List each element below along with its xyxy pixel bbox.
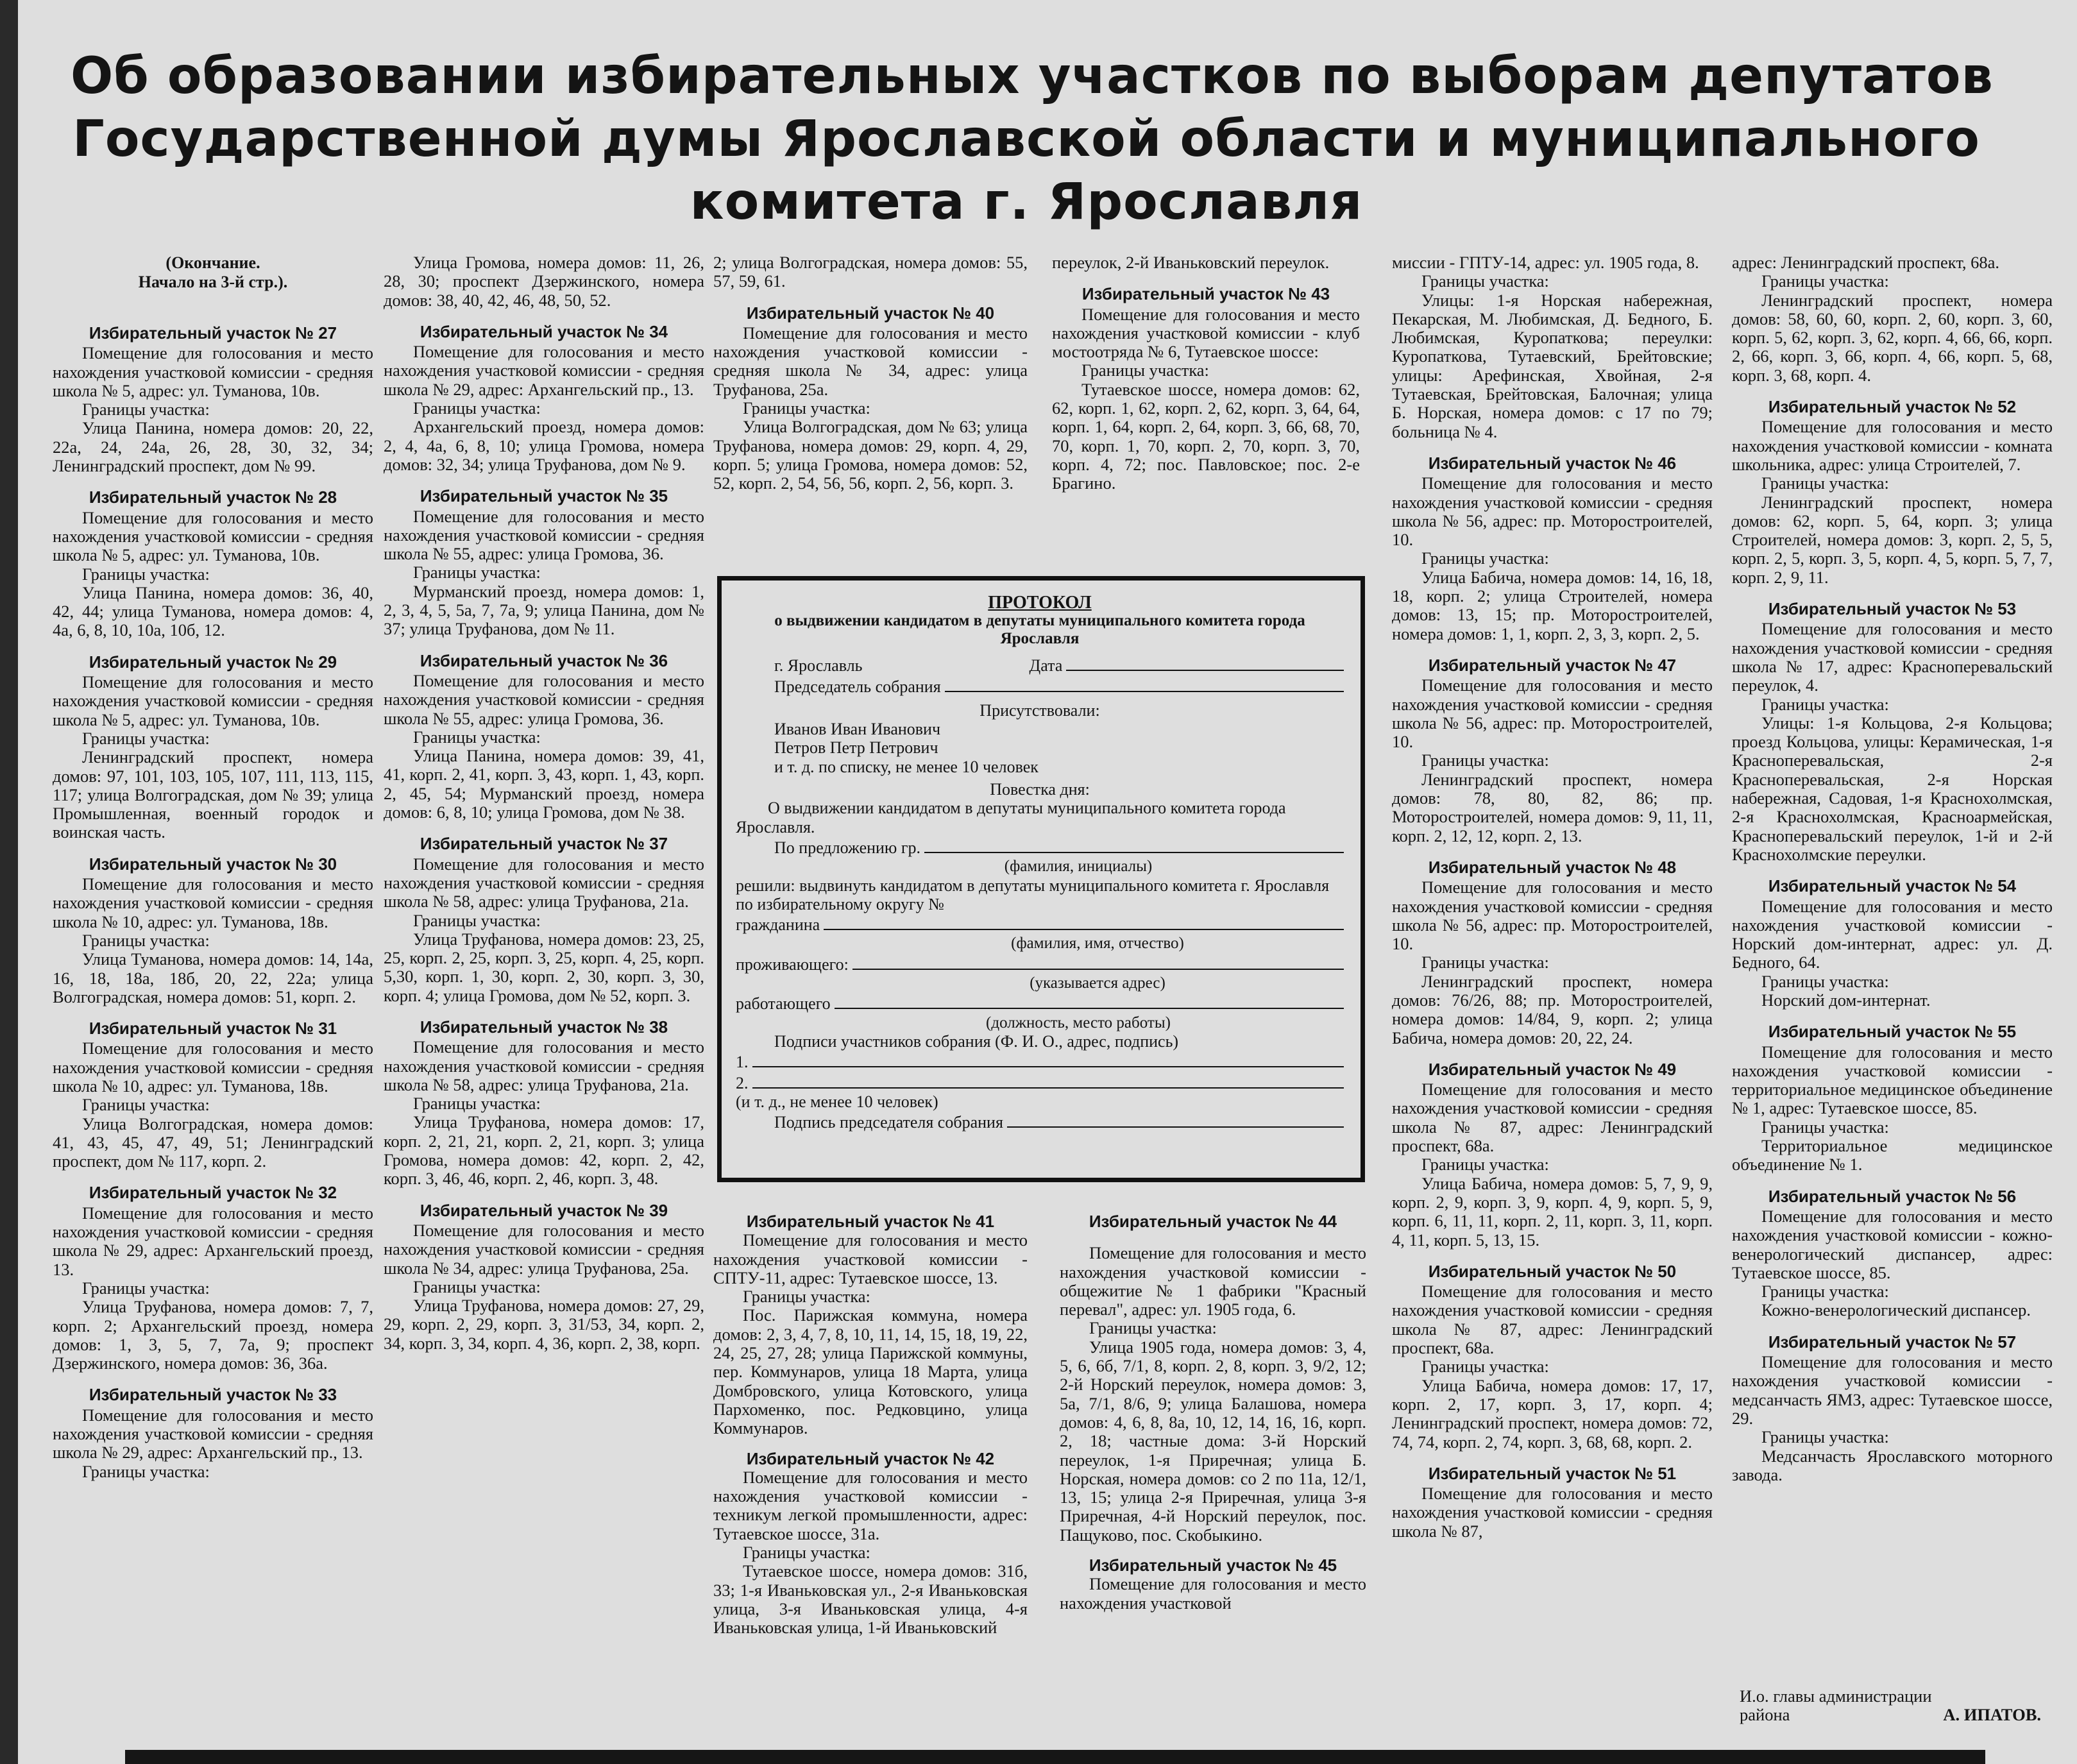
precinct-35-heading: Избирательный участок № 35 xyxy=(420,486,668,506)
precinct-54-heading: Избирательный участок № 54 xyxy=(1768,876,2017,896)
precinct-41-bounds: Пос. Парижская коммуна, номера домов: 2, 3, 4, 7, 8, 10, 11, 14, 15, 18, 19, 22, 24, 25, 27, 28; улица Парижской коммуны, пер. Коммунаров, улица 18 Марта, улица Домбровского, улица Котовского, улица Пархоменко, пос. Редковцино, улица Коммунаров. xyxy=(713,1305,1028,1438)
precinct-31-heading: Избирательный участок № 31 xyxy=(89,1019,337,1039)
precinct-39-bounds-label: Границы участка: xyxy=(413,1276,541,1296)
protocol-date-label: Дата xyxy=(1029,656,1063,675)
protocol-fio-initials: (фамилия, инициалы) xyxy=(1004,858,1153,876)
precinct-51-bounds: Ленинградский проспект, номера домов: 58, 60, 60, корп. 2, 60, корп. 3, 60, корп. 5, 62, корп. 3, 62, корп. 4, 66, 66, корп. 2, 66, корп. 3, 66, корп. 4, 66, корп. 5, 68, корп. 3, 68, корп. 4. xyxy=(1732,290,2053,385)
page-edge-shadow xyxy=(0,0,18,1764)
protocol-fio-full: (фамилия, имя, отчество) xyxy=(1011,935,1184,953)
protocol-living-label: проживающего: xyxy=(736,954,849,974)
protocol-citizen-label: гражданина xyxy=(736,915,820,935)
column-2 xyxy=(384,253,704,1353)
precinct-57-heading: Избирательный участок № 57 xyxy=(1768,1332,2017,1352)
precinct-53-heading: Избирательный участок № 53 xyxy=(1768,599,2017,619)
precinct-35-bounds: Мурманский проезд, номера домов: 1, 2, 3, 4, 5, 5а, 7, 7а, 9; улица Панина, дом № 37; улица Труфанова, дом № 11. xyxy=(384,581,704,639)
precinct-50-bounds: Улица Бабича, номера домов: 17, 17, корп. 2, 17, корп. 3, 17, корп. 4; Ленинградский проспект, номера домов: 72, 74, 74, корп. 2, 74, корп. 3, 68, 68, корп. 2. xyxy=(1392,1375,1713,1452)
column-1 xyxy=(53,253,373,1481)
precinct-53-bounds-label: Границы участка: xyxy=(1761,694,1889,714)
precinct-56-bounds-label: Границы участка: xyxy=(1761,1282,1889,1302)
precinct-43-bounds-label: Границы участка: xyxy=(1081,360,1209,380)
precinct-55-bounds-label: Границы участка: xyxy=(1761,1117,1889,1137)
precinct-54-bounds-label: Границы участка: xyxy=(1761,971,1889,991)
column-3-lower xyxy=(713,1212,1028,1638)
precinct-47-bounds-label: Границы участка: xyxy=(1421,751,1549,770)
precinct-49-place: Помещение для голосования и место нахождения участковой комиссии - средняя школа № 87, адрес: Ленинградский проспект, 68а. xyxy=(1392,1080,1713,1156)
precinct-57-bounds-label: Границы участка: xyxy=(1761,1427,1889,1447)
precinct-28-heading: Избирательный участок № 28 xyxy=(89,488,337,507)
precinct-34-bounds-label: Границы участка: xyxy=(413,398,541,418)
precinct-36-heading: Избирательный участок № 36 xyxy=(420,650,668,670)
precinct-48-bounds: Ленинградский проспект, номера домов: 76/26, 88; пр. Моторостроителей, номера домов: 14/84, 9, корп. 2; улица Бабича, номера домов: 20, 22, 24. xyxy=(1392,971,1713,1047)
protocol-etc: и т. д. по списку, не менее 10 человек xyxy=(774,757,1038,776)
protocol-address-hint: (указывается адрес) xyxy=(1030,974,1166,992)
precinct-31-bounds-label: Границы участка: xyxy=(82,1095,210,1115)
precinct-46-bounds: Улица Бабича, номера домов: 14, 16, 18, 18, корп. 2; улица Строителей, номера домов: 13, 15; пр. Моторостроителей, номера домов: 1, 1, корп. 2, 3, 3, корп. 2, 5. xyxy=(1392,567,1713,643)
precinct-29-bounds-label: Границы участка: xyxy=(82,728,210,748)
headline-line-1: Об образовании избирательных участков по выборам депутатов xyxy=(71,47,1994,105)
precinct-51-place-cont: адрес: Ленинградский проспект, 68а. xyxy=(1732,253,2000,272)
precinct-30-bounds: Улица Туманова, номера домов: 14, 14а, 16, 18, 18а, 18б, 20, 22, 22а; улица Волгоградская, номера домов: 51, корп. 2. xyxy=(53,949,373,1006)
precinct-41-place: Помещение для голосования и место нахождения участковой комиссии - СПТУ-11, адрес: Тутаевское шоссе, 13. xyxy=(713,1230,1028,1287)
precinct-57-bounds: Медсанчасть Ярославского моторного завода. xyxy=(1732,1446,2053,1484)
protocol-working-label: работающего xyxy=(736,994,831,1013)
precinct-42-bounds: Тутаевское шоссе, номера домов: 31б, 33; 1-я Иваньковская ул., 2-я Иваньковская улица, 3-я Иваньковская улица, 4-я Иваньковская улица, 1-й Иваньковский xyxy=(713,1561,1028,1638)
precinct-30-place: Помещение для голосования и место нахождения участковой комиссии - средняя школа № 10, адрес: ул. Туманова, 18в. xyxy=(53,874,373,931)
precinct-37-heading: Избирательный участок № 37 xyxy=(420,834,668,854)
precinct-54-bounds: Норский дом-интернат. xyxy=(1761,990,1931,1010)
precinct-28-bounds: Улица Панина, номера домов: 36, 40, 42, 44; улица Туманова, номера домов: 4, 4а, 6, 8, 10, 10а, 10б, 12. xyxy=(53,582,373,640)
precinct-32-place: Помещение для голосования и место нахождения участковой комиссии - средняя школа № 29, адрес: Архангельский проезд, 13. xyxy=(53,1203,373,1279)
precinct-37-bounds: Улица Труфанова, номера домов: 23, 25, 25, корп. 2, 25, корп. 3, 25, корп. 4, 25, корп. 5,30, корп. 1, 30, корп. 2, 30, корп. 3, 30, корп. 4; улица Громова, дом № 52, корп. 3. xyxy=(384,929,704,1005)
protocol-job-hint: (должность, место работы) xyxy=(986,1013,1171,1031)
precinct-52-bounds: Ленинградский проспект, номера домов: 62, корп. 5, 64, корп. 3; улица Строителей, номера домов: 3, корп. 2, 5, 5, корп. 2, 5, корп. 3, 5, корп. 4, 5, корп. 5, 7, 7, корп. 2, 9, 11. xyxy=(1732,492,2053,587)
precinct-31-bounds: Улица Волгоградская, номера домов: 41, 43, 45, 47, 49, 51; Ленинградский проспект, дом № 117, корп. 2. xyxy=(53,1114,373,1171)
precinct-28-place: Помещение для голосования и место нахождения участковой комиссии - средняя школа № 5, адрес: ул. Туманова, 10в. xyxy=(53,507,373,565)
precinct-46-place: Помещение для голосования и место нахождения участковой комиссии - средняя школа № 56, адрес: пр. Моторостроителей, 10. xyxy=(1392,473,1713,550)
precinct-31-place: Помещение для голосования и место нахождения участковой комиссии - средняя школа № 10, адрес: ул. Туманова, 18в. xyxy=(53,1039,373,1096)
protocol-signatures-label: Подписи участников собрания (Ф. И. О., адрес, подпись) xyxy=(774,1031,1179,1051)
precinct-52-bounds-label: Границы участка: xyxy=(1761,473,1889,493)
precinct-50-bounds-label: Границы участка: xyxy=(1421,1357,1549,1377)
protocol-sig-1-line xyxy=(752,1051,1344,1067)
protocol-chair-sign: Подпись председателя собрания xyxy=(774,1113,1003,1132)
precinct-37-place: Помещение для голосования и место нахождения участковой комиссии - средняя школа № 58, адрес: улица Труфанова, 21а. xyxy=(384,854,704,912)
precinct-30-heading: Избирательный участок № 30 xyxy=(89,854,337,874)
column-5 xyxy=(1392,253,1713,1541)
protocol-agenda-text: О выдвижении кандидатом в депутаты муниципального комитета города Ярославля. xyxy=(736,799,1286,836)
precinct-42-bounds-cont: переулок, 2-й Иваньковский переулок. xyxy=(1052,253,1330,272)
column-4-lower xyxy=(1060,1212,1366,1613)
precinct-39-bounds-cont: 2; улица Волгоградская, номера домов: 55, 57, 59, 61. xyxy=(713,253,1028,291)
precinct-51-bounds-label: Границы участка: xyxy=(1761,271,1889,291)
precinct-36-bounds-label: Границы участка: xyxy=(413,727,541,747)
protocol-chair-label: Председатель собрания xyxy=(774,677,941,696)
protocol-decided: решили: выдвинуть кандидатом в депутаты муниципального комитета г. Ярославля по избирательному округу № xyxy=(736,876,1330,913)
precinct-38-place: Помещение для голосования и место нахождения участковой комиссии - средняя школа № 58, адрес: улица Труфанова, 21а. xyxy=(384,1037,704,1094)
precinct-36-bounds: Улица Панина, номера домов: 39, 41, 41, корп. 2, 41, корп. 3, 43, корп. 1, 43, корп. 2, 45, 54; Мурманский проезд, номера домов: 6, 8, 10; улица Громова, дом № 38. xyxy=(384,746,704,822)
protocol-date-line xyxy=(1066,654,1344,671)
precinct-50-place: Помещение для голосования и место нахождения участковой комиссии - средняя школа № 87, адрес: Ленинградский проспект, 68а. xyxy=(1392,1282,1713,1358)
precinct-34-heading: Избирательный участок № 34 xyxy=(420,321,668,341)
protocol-chair-sign-line xyxy=(1007,1111,1344,1128)
precinct-29-place: Помещение для голосования и место нахождения участковой комиссии - средняя школа № 5, адрес: ул. Туманова, 10в. xyxy=(53,672,373,729)
precinct-55-bounds: Территориальное медицинское объединение № 1. xyxy=(1732,1136,2053,1175)
protocol-person-1: Иванов Иван Иванович xyxy=(774,720,941,739)
precinct-38-heading: Избирательный участок № 38 xyxy=(420,1017,668,1037)
precinct-46-heading: Избирательный участок № 46 xyxy=(1428,453,1677,473)
precinct-44-place: Помещение для голосования и место нахождения участковой комиссии - общежитие № 1 фабрики "Красный перевал", адрес: ул. 1905 года, 6. xyxy=(1060,1243,1366,1319)
precinct-27-bounds: Улица Панина, номера домов: 20, 22, 22а, 24, 24а, 26, 28, 30, 32, 34; Ленинградский проспект, дом № 99. xyxy=(53,418,373,476)
precinct-48-heading: Избирательный участок № 48 xyxy=(1428,857,1677,877)
precinct-40-heading: Избирательный участок № 40 xyxy=(746,303,995,323)
precinct-50-heading: Избирательный участок № 50 xyxy=(1428,1261,1677,1281)
precinct-42-heading: Избирательный участок № 42 xyxy=(746,1448,995,1468)
precinct-51-heading: Избирательный участок № 51 xyxy=(1428,1463,1677,1483)
precinct-27-bounds-label: Границы участка: xyxy=(82,400,210,420)
precinct-52-heading: Избирательный участок № 52 xyxy=(1768,397,2017,417)
protocol-sig-2-line xyxy=(752,1072,1344,1089)
precinct-35-place: Помещение для голосования и место нахождения участковой комиссии - средняя школа № 55, адрес: улица Громова, 36. xyxy=(384,506,704,564)
precinct-44-bounds: Улица 1905 года, номера домов: 3, 4, 5, 6, 6б, 7/1, 8, корп. 2, 8, корп. 3, 9/2, 12; 2-й Норский переулок, номера домов: 3, 5а, 7/1, 8/6, 9; улица Балашова, номера домов: 4, 6, 8, 8а, 10, 12, 14, 16, 16, корп. 2, 18; частные дома: 3-й Норский переулок, 1-я Приречная; улица Б. Норская, номера домов: со 2 по 11а, 12/1, 13, 15; улица 2-я Приречная, улица 3-я Приречная, 4-й Норский переулок, пос. Пащуково, пос. Скобыкино. xyxy=(1060,1337,1366,1545)
protocol-agenda-label: Повестка дня: xyxy=(990,780,1090,799)
precinct-32-bounds: Улица Труфанова, номера домов: 7, 7, корп. 2; Архангельский проезд, номера домов: 1, 3, 5, 7, 7а, 9; проспект Дзержинского, номера домов: 36, 36а. xyxy=(53,1297,373,1373)
precinct-43-bounds: Тутаевское шоссе, номера домов: 62, 62, корп. 1, 62, корп. 2, 62, корп. 3, 64, 64, корп. 1, 64, корп. 2, 64, корп. 3, 66, 68, 70, 70, корп. 1, 70, корп. 2, 70, корп. 3, 70, корп. 4, 72; пос. Павловское; пос. 2-е Брагино. xyxy=(1052,379,1360,493)
precinct-36-place: Помещение для голосования и место нахождения участковой комиссии - средняя школа № 55, адрес: улица Громова, 36. xyxy=(384,670,704,728)
precinct-44-bounds-label: Границы участка: xyxy=(1089,1318,1217,1338)
precinct-55-heading: Избирательный участок № 55 xyxy=(1768,1022,2017,1042)
precinct-28-bounds-label: Границы участка: xyxy=(82,564,210,584)
precinct-27-heading: Избирательный участок № 27 xyxy=(89,323,337,343)
precinct-56-bounds: Кожно-венерологический диспансер. xyxy=(1761,1300,2031,1320)
precinct-43-heading: Избирательный участок № 43 xyxy=(1081,284,1330,304)
precinct-44-heading: Избирательный участок № 44 xyxy=(1089,1212,1337,1231)
signature-name: А. ИПАТОВ. xyxy=(1943,1705,2041,1724)
precinct-49-heading: Избирательный участок № 49 xyxy=(1428,1059,1677,1079)
precinct-34-bounds: Архангельский проезд, номера домов: 2, 4, 4а, 6, 8, 10; улица Громова, номера домов: 32, 34; улица Труфанова, дом № 9. xyxy=(384,417,704,474)
precinct-39-heading: Избирательный участок № 39 xyxy=(420,1200,668,1220)
continuation-note-2: Начало на 3-й стр.). xyxy=(138,273,288,291)
precinct-49-bounds: Улица Бабича, номера домов: 5, 7, 9, 9, корп. 2, 9, корп. 3, 9, корп. 4, 9, корп. 5, 9, корп. 6, 11, 11, корп. 2, 11, корп. 3, 11, корп. 4, 11, корп. 5, 13, 15. xyxy=(1392,1173,1713,1250)
continuation-note: (Окончание. xyxy=(165,253,260,272)
precinct-51-place: Помещение для голосования и место нахождения участковой комиссии - средняя школа № 87, xyxy=(1392,1484,1713,1541)
protocol-chair-line xyxy=(945,675,1344,692)
precinct-41-bounds-label: Границы участка: xyxy=(743,1287,870,1307)
signature-block xyxy=(1740,1687,2041,1725)
precinct-29-bounds: Ленинградский проспект, номера домов: 97, 101, 103, 105, 107, 111, 113, 115, 117; улица Волгоградская, дом № 39; улица Промышленная, военный городок и воинская часть. xyxy=(53,747,373,842)
protocol-person-2: Петров Петр Петрович xyxy=(774,738,938,758)
article-headline xyxy=(71,45,1994,233)
precinct-42-bounds-label: Границы участка: xyxy=(743,1543,870,1563)
column-6 xyxy=(1732,253,2053,1484)
precinct-32-heading: Избирательный участок № 32 xyxy=(89,1183,337,1203)
column-4 xyxy=(1052,253,1360,493)
precinct-32-bounds-label: Границы участка: xyxy=(82,1278,210,1298)
precinct-48-bounds-label: Границы участка: xyxy=(1421,953,1549,972)
protocol-form-box xyxy=(717,576,1365,1182)
precinct-56-heading: Избирательный участок № 56 xyxy=(1768,1186,2017,1206)
precinct-52-place: Помещение для голосования и место нахождения участковой комиссии - комната школьника, адрес: улица Строителей, 7. xyxy=(1732,417,2053,474)
precinct-33-heading: Избирательный участок № 33 xyxy=(89,1385,337,1405)
precinct-54-place: Помещение для голосования и место нахождения участковой комиссии - Норский дом-интернат, адрес: ул. Д. Бедного, 64. xyxy=(1732,896,2053,972)
precinct-43-place: Помещение для голосования и место нахождения участковой комиссии - клуб мостоотряда № 6, Тутаевское шоссе: xyxy=(1052,304,1360,362)
precinct-45-heading: Избирательный участок № 45 xyxy=(1089,1556,1337,1575)
precinct-29-heading: Избирательный участок № 29 xyxy=(89,652,337,672)
precinct-46-bounds-label: Границы участка: xyxy=(1421,548,1549,568)
precinct-40-bounds: Улица Волгоградская, дом № 63; улица Труфанова, номера домов: 29, корп. 4, 29, корп. 5; улица Громова, номера домов: 52, 52, корп. 2, 54, 56, 56, корп. 2, 56, корп. 3. xyxy=(713,417,1028,493)
precinct-38-bounds: Улица Труфанова, номера домов: 17, корп. 2, 21, 21, корп. 2, 21, корп. 3; улица Громова, номера домов: 42, корп. 2, 42, корп. 3, 46, 46, корп. 2, 46, корп. 3, 48. xyxy=(384,1112,704,1189)
protocol-sig-1: 1. xyxy=(736,1053,749,1072)
precinct-45-place-cont: миссии - ГПТУ-14, адрес: ул. 1905 года, 8. xyxy=(1392,253,1699,272)
precinct-47-place: Помещение для голосования и место нахождения участковой комиссии - средняя школа № 56, адрес: пр. Моторостроителей, 10. xyxy=(1392,675,1713,752)
protocol-working-line xyxy=(835,992,1344,1009)
headline-line-2: Государственной думы Ярославской области и муниципального xyxy=(72,110,1980,168)
bottom-border-strip xyxy=(125,1750,1985,1764)
precinct-38-bounds-label: Границы участка: xyxy=(413,1094,541,1114)
precinct-33-bounds-label: Границы участка: xyxy=(82,1461,210,1481)
precinct-42-place: Помещение для голосования и место нахождения участковой комиссии - техникум легкой промышленности, адрес: Тутаевское шоссе, 31а. xyxy=(713,1467,1028,1543)
precinct-55-place: Помещение для голосования и место нахождения участковой комиссии - территориальное медицинское объединение № 1, адрес: Тутаевское шоссе, 85. xyxy=(1732,1042,2053,1118)
precinct-35-bounds-label: Границы участка: xyxy=(413,563,541,582)
protocol-subtitle: о выдвижении кандидатом в депутаты муниципального комитета города Ярославля xyxy=(774,612,1305,648)
signature-role: И.о. главы администрации района xyxy=(1740,1686,1932,1725)
precinct-53-bounds: Улицы: 1-я Кольцова, 2-я Кольцова; проезд Кольцова, улицы: Керамическая, 1-я Красноперевальская, 2-я Красноперевальская, 2-я Норская набережная, Садовая, 1-я Краснохолмская, 2-я Краснохолмская, Красноармейская, Красноперевальский переулок, 1-й и 2-й Краснохолмские переулки. xyxy=(1732,713,2053,864)
precinct-39-bounds: Улица Труфанова, номера домов: 27, 29, 29, корп. 2, 29, корп. 3, 31/53, 34, корп. 2, 34, корп. 3, 34, корп. 4, 36, корп. 2, 38, корп. xyxy=(384,1296,704,1353)
precinct-53-place: Помещение для голосования и место нахождения участковой комиссии - средняя школа № 17, адрес: Красноперевальский переулок, 4. xyxy=(1732,619,2053,695)
precinct-30-bounds-label: Границы участка: xyxy=(82,930,210,950)
column-3 xyxy=(713,253,1028,493)
precinct-40-place: Помещение для голосования и место нахождения участковой комиссии - средняя школа № 34, адрес: улица Труфанова, 25а. xyxy=(713,323,1028,399)
precinct-48-place: Помещение для голосования и место нахождения участковой комиссии - средняя школа № 56, адрес: пр. Моторостроителей, 10. xyxy=(1392,878,1713,954)
protocol-proposal-label: По предложению гр. xyxy=(774,838,921,857)
precinct-27-place: Помещение для голосования и место нахождения участковой комиссии - средняя школа № 5, адрес: ул. Туманова, 10в. xyxy=(53,343,373,400)
protocol-sig-etc: (и т. д., не менее 10 человек) xyxy=(736,1092,938,1111)
protocol-proposal-line xyxy=(924,836,1344,853)
protocol-sig-2: 2. xyxy=(736,1073,749,1092)
precinct-45-place: Помещение для голосования и место нахождения участковой xyxy=(1060,1574,1366,1613)
precinct-33-place: Помещение для голосования и место нахождения участковой комиссии - средняя школа № 29, адрес: Архангельский пр., 13. xyxy=(53,1405,373,1463)
precinct-45-bounds-label: Границы участка: xyxy=(1421,271,1549,291)
protocol-title: ПРОТОКОЛ xyxy=(988,593,1092,613)
precinct-41-heading: Избирательный участок № 41 xyxy=(746,1212,995,1231)
precinct-33-bounds: Улица Громова, номера домов: 11, 26, 28, 30; проспект Дзержинского, номера домов: 38, 40, 42, 46, 48, 50, 52. xyxy=(384,253,704,310)
precinct-40-bounds-label: Границы участка: xyxy=(743,398,870,418)
precinct-49-bounds-label: Границы участка: xyxy=(1421,1155,1549,1175)
protocol-city: г. Ярославль xyxy=(774,656,863,675)
headline-line-3: комитета г. Ярославля xyxy=(690,173,1363,231)
precinct-34-place: Помещение для голосования и место нахождения участковой комиссии - средняя школа № 29, адрес: Архангельский пр., 13. xyxy=(384,342,704,399)
protocol-present-label: Присутствовали: xyxy=(979,700,1100,720)
precinct-47-bounds: Ленинградский проспект, номера домов: 78, 80, 82, 86; пр. Моторостроителей, номера домов: 9, 11, 11, корп. 2, 12, 12, корп. 2, 13. xyxy=(1392,769,1713,845)
precinct-57-place: Помещение для голосования и место нахождения участковой комиссии - медсанчасть ЯМЗ, адрес: Тутаевское шоссе, 29. xyxy=(1732,1352,2053,1428)
precinct-56-place: Помещение для голосования и место нахождения участковой комиссии - кожно-венерологический диспансер, адрес: Тутаевское шоссе, 85. xyxy=(1732,1206,2053,1282)
protocol-living-line xyxy=(852,953,1344,970)
precinct-39-place: Помещение для голосования и место нахождения участковой комиссии - средняя школа № 34, адрес: улица Труфанова, 25а. xyxy=(384,1220,704,1278)
precinct-47-heading: Избирательный участок № 47 xyxy=(1428,655,1677,675)
precinct-45-bounds: Улицы: 1-я Норская набережная, Пекарская, М. Любимская, Д. Бедного, Б. Любимская, Куропаткова; переулки: Куропаткова, Тутаевский, Брейтовские; улицы: Арефинская, Хвойная, 2-я Тутаевская, Брейтовская, Балочная; улица Б. Норская, номера домов: с 17 по 79; больница № 4. xyxy=(1392,290,1713,441)
precinct-37-bounds-label: Границы участка: xyxy=(413,910,541,930)
protocol-citizen-line xyxy=(824,913,1344,930)
